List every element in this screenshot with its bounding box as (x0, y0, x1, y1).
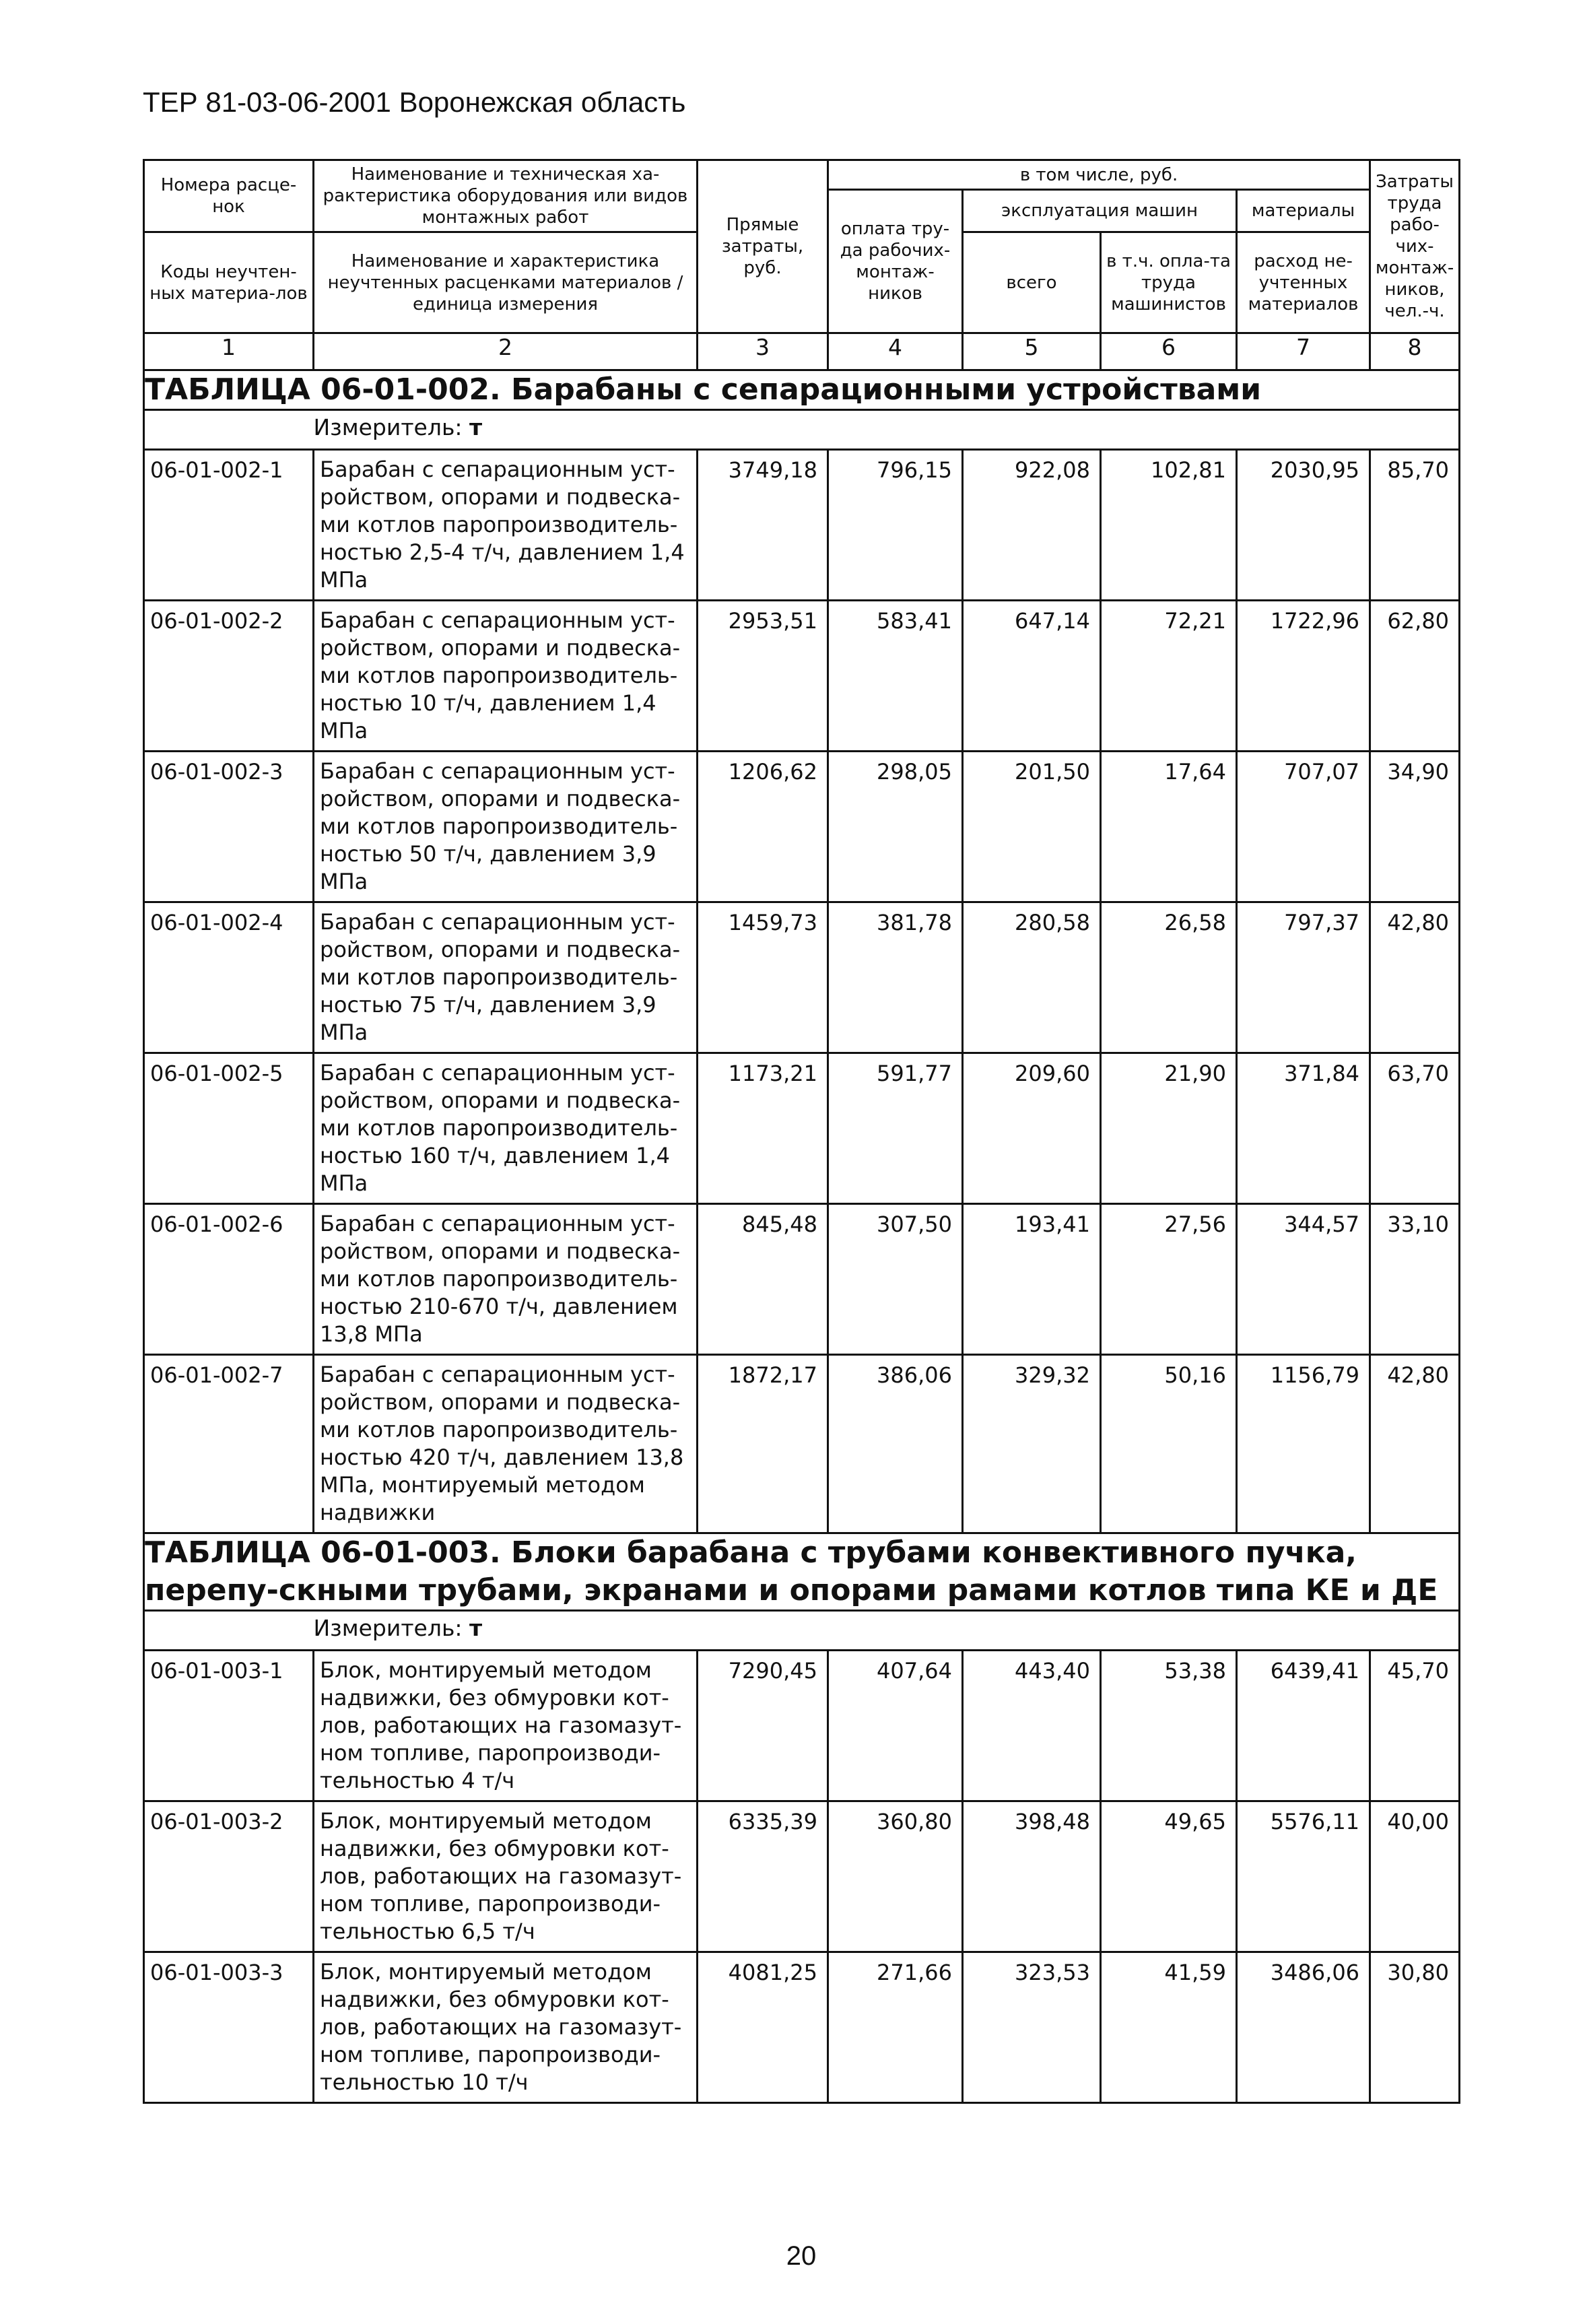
rate-code: 06-01-002-7 (144, 1355, 314, 1533)
rate-code: 06-01-003-3 (144, 1952, 314, 2103)
table-row (144, 1952, 1460, 2103)
materials-cost: 3486,06 (1237, 1952, 1370, 2103)
unit-spacer (144, 410, 314, 450)
table-row (144, 1651, 1460, 1801)
work-description: Барабан с сепарационным уст-ройством, опорами и подвеска-ми котлов паропроизводитель-ностью 160 т/ч, давлением 1,4 МПа (314, 1053, 698, 1204)
header-direct-costs: Прямые затраты, руб. (698, 160, 828, 333)
machines-total: 209,60 (963, 1053, 1101, 1204)
header-unaccounted-materials: Наименование и характеристика неучтенных расценками материалов / единица измерения (314, 232, 698, 333)
work-description: Блок, монтируемый методом надвижки, без обмуровки кот-лов, работающих на газомазут-ном топливе, паропроизводи-тельностью 10 т/ч (314, 1952, 698, 2103)
work-description: Барабан с сепарационным уст-ройством, опорами и подвеска-ми котлов паропроизводитель-ностью 210-670 т/ч, давлением 13,8 МПа (314, 1204, 698, 1355)
direct-costs: 2953,51 (698, 601, 828, 752)
machines-total: 922,08 (963, 450, 1101, 601)
header-machines-total: всего (963, 232, 1101, 333)
table-row (144, 902, 1460, 1053)
table-row (144, 1053, 1460, 1204)
unit-measure (314, 1611, 1460, 1651)
operator-pay: 50,16 (1101, 1355, 1237, 1533)
table-title: ТАБЛИЦА 06-01-002. Барабаны с сепарационными устройствами (144, 370, 1460, 410)
table-title-row (144, 370, 1460, 410)
unit-label: Измеритель: (313, 414, 463, 440)
operator-pay: 17,64 (1101, 752, 1237, 902)
unit-measure (314, 410, 1460, 450)
materials-cost: 2030,95 (1237, 450, 1370, 601)
materials-cost: 797,37 (1237, 902, 1370, 1053)
column-number: 1 (144, 333, 314, 370)
labor-hours: 33,10 (1370, 1204, 1460, 1355)
labor-hours: 63,70 (1370, 1053, 1460, 1204)
direct-costs: 845,48 (698, 1204, 828, 1355)
rate-code: 06-01-003-1 (144, 1651, 314, 1801)
column-number: 8 (1370, 333, 1460, 370)
table-row (144, 1801, 1460, 1952)
labor-hours: 62,80 (1370, 601, 1460, 752)
work-description: Барабан с сепарационным уст-ройством, опорами и подвеска-ми котлов паропроизводитель-ностью 50 т/ч, давлением 3,9 МПа (314, 752, 698, 902)
header-machines-group: эксплуатация машин (963, 190, 1237, 232)
rate-code: 06-01-002-2 (144, 601, 314, 752)
worker-pay: 591,77 (828, 1053, 963, 1204)
rate-code: 06-01-002-6 (144, 1204, 314, 1355)
materials-cost: 6439,41 (1237, 1651, 1370, 1801)
worker-pay: 298,05 (828, 752, 963, 902)
worker-pay: 796,15 (828, 450, 963, 601)
column-number: 5 (963, 333, 1101, 370)
worker-pay: 307,50 (828, 1204, 963, 1355)
materials-cost: 1722,96 (1237, 601, 1370, 752)
unit-row (144, 1611, 1460, 1651)
table-row (144, 1355, 1460, 1533)
header-operator-pay: в т.ч. опла-та труда машинистов (1101, 232, 1237, 333)
materials-cost: 5576,11 (1237, 1801, 1370, 1952)
direct-costs: 6335,39 (698, 1801, 828, 1952)
table-title-row (144, 1533, 1460, 1611)
page-number: 20 (786, 2241, 817, 2271)
operator-pay: 49,65 (1101, 1801, 1237, 1952)
work-description: Барабан с сепарационным уст-ройством, опорами и подвеска-ми котлов паропроизводитель-ностью 2,5-4 т/ч, давлением 1,4 МПа (314, 450, 698, 601)
header-materials-consumption: расход не-учтенных материалов (1237, 232, 1370, 333)
rate-code: 06-01-003-2 (144, 1801, 314, 1952)
machines-total: 329,32 (963, 1355, 1101, 1533)
unit-value: т (469, 414, 483, 440)
machines-total: 443,40 (963, 1651, 1101, 1801)
machines-total: 647,14 (963, 601, 1101, 752)
table-row (144, 601, 1460, 752)
labor-hours: 40,00 (1370, 1801, 1460, 1952)
column-number: 4 (828, 333, 963, 370)
operator-pay: 21,90 (1101, 1053, 1237, 1204)
machines-total: 201,50 (963, 752, 1101, 902)
direct-costs: 1872,17 (698, 1355, 828, 1533)
header-including-group: в том числе, руб. (828, 160, 1370, 190)
header-unaccounted-codes: Коды неучтен-ных материа-лов (144, 232, 314, 333)
column-number: 2 (314, 333, 698, 370)
header-work-name: Наименование и техническая ха-рактеристика оборудования или видов монтажных работ (314, 160, 698, 232)
table-title: ТАБЛИЦА 06-01-003. Блоки барабана с трубами конвективного пучка, перепу-скными трубами, экранами и опорами рамами котлов типа КЕ и ДЕ (144, 1533, 1460, 1611)
header-materials-group: материалы (1237, 190, 1370, 232)
direct-costs: 7290,45 (698, 1651, 828, 1801)
header-worker-pay: оплата тру-да рабочих-монтаж-ников (828, 190, 963, 333)
labor-hours: 42,80 (1370, 1355, 1460, 1533)
direct-costs: 1459,73 (698, 902, 828, 1053)
unit-value: т (469, 1615, 483, 1641)
header-labor-hours: Затраты труда рабо-чих-монтаж-ников, чел.-ч. (1370, 160, 1460, 333)
machines-total: 323,53 (963, 1952, 1101, 2103)
worker-pay: 381,78 (828, 902, 963, 1053)
labor-hours: 34,90 (1370, 752, 1460, 902)
machines-total: 280,58 (963, 902, 1101, 1053)
worker-pay: 386,06 (828, 1355, 963, 1533)
direct-costs: 1173,21 (698, 1053, 828, 1204)
rate-code: 06-01-002-4 (144, 902, 314, 1053)
machines-total: 398,48 (963, 1801, 1101, 1952)
table-row (144, 752, 1460, 902)
direct-costs: 1206,62 (698, 752, 828, 902)
table-row (144, 1204, 1460, 1355)
rate-code: 06-01-002-1 (144, 450, 314, 601)
unit-row (144, 410, 1460, 450)
rate-code: 06-01-002-5 (144, 1053, 314, 1204)
document-header: ТЕР 81-03-06-2001 Воронежская область (143, 86, 686, 118)
unit-spacer (144, 1611, 314, 1651)
operator-pay: 27,56 (1101, 1204, 1237, 1355)
work-description: Барабан с сепарационным уст-ройством, опорами и подвеска-ми котлов паропроизводитель-ностью 420 т/ч, давлением 13,8 МПа, монтируемый методом надвижки (314, 1355, 698, 1533)
machines-total: 193,41 (963, 1204, 1101, 1355)
rate-code: 06-01-002-3 (144, 752, 314, 902)
materials-cost: 707,07 (1237, 752, 1370, 902)
materials-cost: 1156,79 (1237, 1355, 1370, 1533)
worker-pay: 407,64 (828, 1651, 963, 1801)
operator-pay: 72,21 (1101, 601, 1237, 752)
worker-pay: 360,80 (828, 1801, 963, 1952)
work-description: Блок, монтируемый методом надвижки, без обмуровки кот-лов, работающих на газомазут-ном топливе, паропроизводи-тельностью 4 т/ч (314, 1651, 698, 1801)
table-row (144, 450, 1460, 601)
column-number: 6 (1101, 333, 1237, 370)
unit-label: Измеритель: (313, 1615, 463, 1641)
column-number: 3 (698, 333, 828, 370)
work-description: Блок, монтируемый методом надвижки, без обмуровки кот-лов, работающих на газомазут-ном топливе, паропроизводи-тельностью 6,5 т/ч (314, 1801, 698, 1952)
direct-costs: 3749,18 (698, 450, 828, 601)
direct-costs: 4081,25 (698, 1952, 828, 2103)
materials-cost: 344,57 (1237, 1204, 1370, 1355)
header-rate-numbers: Номера расце-нок (144, 160, 314, 232)
worker-pay: 271,66 (828, 1952, 963, 2103)
operator-pay: 41,59 (1101, 1952, 1237, 2103)
labor-hours: 42,80 (1370, 902, 1460, 1053)
work-description: Барабан с сепарационным уст-ройством, опорами и подвеска-ми котлов паропроизводитель-ностью 75 т/ч, давлением 3,9 МПа (314, 902, 698, 1053)
column-number-row (144, 333, 1460, 370)
labor-hours: 85,70 (1370, 450, 1460, 601)
operator-pay: 53,38 (1101, 1651, 1237, 1801)
materials-cost: 371,84 (1237, 1053, 1370, 1204)
rates-table (143, 159, 1460, 2104)
operator-pay: 26,58 (1101, 902, 1237, 1053)
worker-pay: 583,41 (828, 601, 963, 752)
labor-hours: 45,70 (1370, 1651, 1460, 1801)
labor-hours: 30,80 (1370, 1952, 1460, 2103)
column-number: 7 (1237, 333, 1370, 370)
work-description: Барабан с сепарационным уст-ройством, опорами и подвеска-ми котлов паропроизводитель-ностью 10 т/ч, давлением 1,4 МПа (314, 601, 698, 752)
operator-pay: 102,81 (1101, 450, 1237, 601)
